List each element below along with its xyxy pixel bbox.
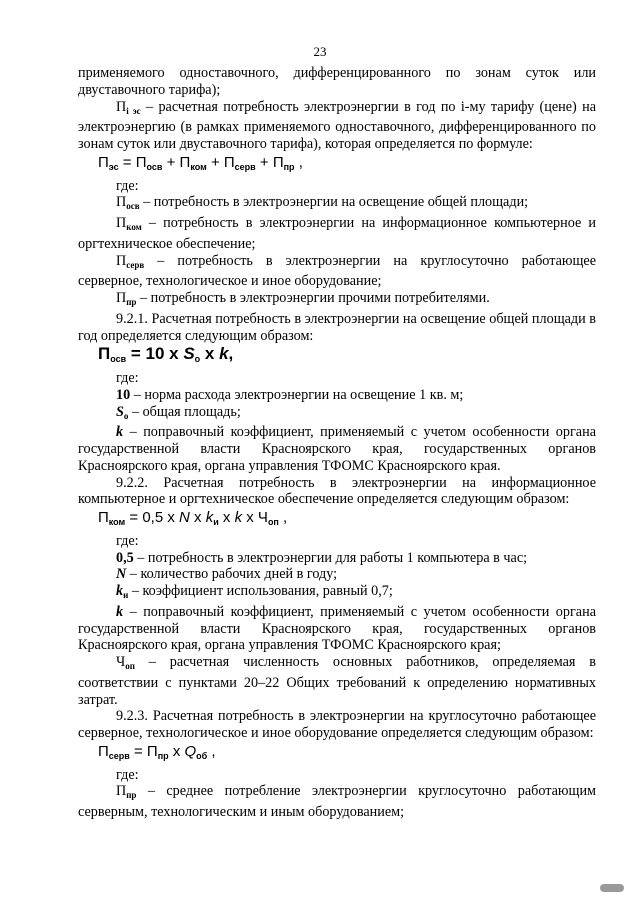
where-label: где: (116, 370, 139, 386)
definition-p-osv: $П_{осв}$ – потребность в электроэнергии на освещение общей площади; (116, 194, 529, 212)
definition-k-2: k – поправочный коэффициент, применяемый с учетом особенности органа государственной власти Красноярского края, государственных органов Красноярского края, органа управления ТФОМС Красноярского края; (78, 603, 596, 654)
page-number: 23 (313, 44, 327, 59)
symbol: $П_{i эс}$ (116, 98, 141, 116)
definition-p-kom: $П_{ком}$ – потребность в электроэнергии на информационное компьютерное и оргтехническое обеспечение; (78, 215, 596, 252)
where-label: где: (116, 177, 139, 194)
formula-p-es: $П_{эс} = П_{осв} + П_{ком} + П_{серв} + П_{пр}$ , (98, 153, 303, 172)
definition-ch-op: $Ч_{оп}$ – расчетная численность основных работников, определяемая в соответствии с пунктами 20–22 Общих требований к определению нормативных затрат. (78, 654, 596, 708)
section-9-2-3: 9.2.3. Расчетная потребность в электроэнергии на круглосуточно работающее серверное, технологическое и иное оборудование определяется следующим образом: (78, 708, 596, 741)
definition-n: N – количество рабочих дней в году; (116, 566, 338, 583)
definition-k: k – поправочный коэффициент, применяемый с учетом особенности органа государственной власти Красноярского края, государственных органов Красноярского края, органа управления ТФОМС Красноярского края. (78, 424, 596, 474)
section-9-2-2: 9.2.2. Расчетная потребность в электроэнергии на информационное компьютерное и оргтехническое обеспечение определяется следующим образом: (78, 474, 596, 508)
section-9-2-1: 9.2.1. Расчетная потребность в электроэнергии на освещение общей площади в год определяется следующим образом: (78, 310, 596, 344)
definition-pi-es: $П_{i эс}$ – расчетная потребность электроэнергии в год по i-му тарифу (цене) на электроэнергию (в рамках применяемого одноставочного, дифференцированного по зонам суток или двуставочного тарифа), которая определяется по формуле: (78, 98, 596, 152)
definition-ki: $k_и$ – коэффициент использования, равный 0,7; (116, 583, 393, 600)
formula-p-osv: $П_{осв} = 10$ х $S_о$ х k, (98, 344, 234, 365)
formula-p-kom: $П_{ком} = 0,5$ х N х $k_и$ х k х $Ч_{оп}$ , (98, 509, 288, 527)
paragraph: применяемого одноставочного, дифференцированного по зонам суток или двуставочного тарифа); (78, 65, 596, 98)
where-label: где: (116, 532, 139, 549)
document-body (78, 65, 596, 821)
definition-10: 10 – норма расхода электроэнергии на освещение 1 кв. м; (116, 386, 464, 403)
where-label: где: (116, 766, 139, 783)
definition-p-serv: $П_{серв}$ – потребность в электроэнергии на круглосуточно работающее серверное, технологическое и иное оборудование; (78, 252, 596, 290)
formula-p-serv: $П_{серв} = П_{пр}$ х $Q_{об}$ , (98, 742, 216, 761)
scan-mark (600, 884, 624, 892)
definition-p-pr: $П_{пр}$ – потребность в электроэнергии прочими потребителями. (116, 290, 490, 307)
definition-p-pr-2: $П_{пр}$ – среднее потребление электроэнергии круглосуточно работающим серверным, технологическим и иным оборудованием; (78, 783, 597, 820)
definition-0-5: 0,5 – потребность в электроэнергии для работы 1 компьютера в час; (116, 549, 528, 566)
definition-s: $S_о$ – общая площадь; (116, 403, 241, 421)
